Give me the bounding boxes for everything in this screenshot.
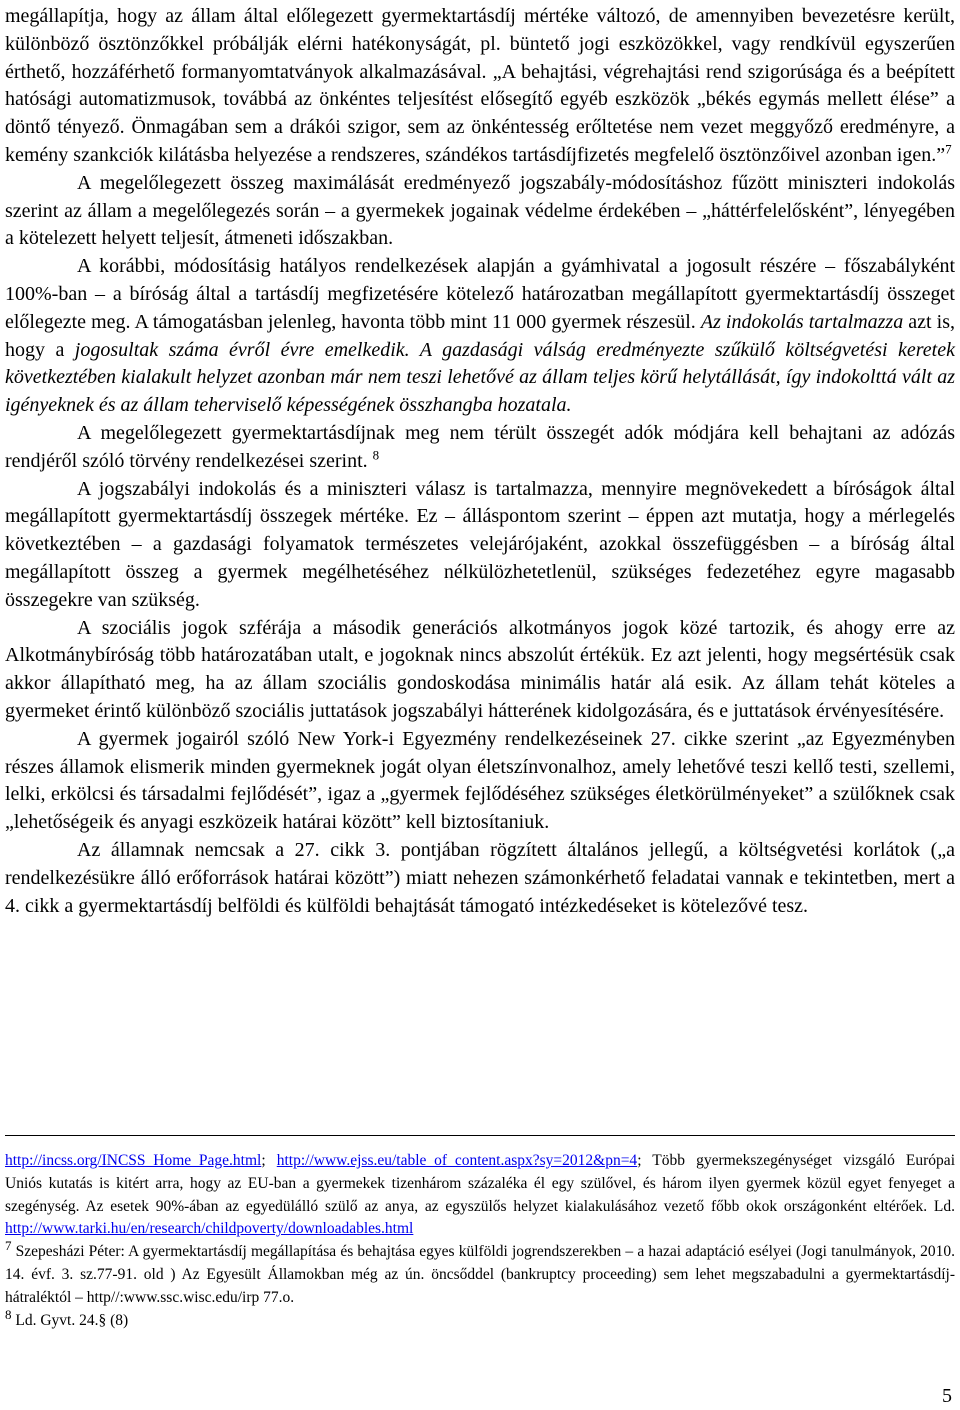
paragraph-3-text: A korábbi, módosításig hatályos rendelkezések alapján a gyámhivatal a jogosult részére – főszabályként 100%-ban – a bíróság által a tartásdíj megfizetésére kötelező határozatban megállapított gyermektartásdíj összeget előlegezte meg. A támogatásban jelenleg, havonta több mint 11 000 gyermek részesül. bbox=[5, 255, 955, 333]
footnote-7-text: Szepesházi Péter: A gyermektartásdíj megállapítása és behajtása egyes külföldi jogrendszerekben – a hazai adaptáció esélyei (Jogi tanulmányok, 2010. 14. évf. 3. sz.77-91. old ) Az Egyesült Államokban még az ún. öncsőddel (bankruptcy proceeding) sem lehet megszabadulni a gyermektartásdíj-hátraléktól – http//:www.ssc.wisc.edu/irp 77.o. bbox=[5, 1243, 955, 1306]
paragraph-1 bbox=[5, 3, 955, 170]
paragraph-5: A jogszabályi indokolás és a miniszteri válasz is tartalmazza, mennyire megnövekedett a bíróságok által megállapított gyermektartásdíj összegek mértéke. Ez – álláspontom szerint – éppen azt mutatja, hogy a mérlegelés következtében – a gazdasági folyamatok természetes velejárójaként, azokkal összefüggésben – a bíróság által megállapított összeg a gyermek megélhetéséhez nélkülözhetetlenül, szükséges fedezetéhez egyre magasabb összegekre van szükség. bbox=[5, 477, 955, 611]
footnote-8-number: 8 bbox=[5, 1306, 12, 1322]
footnote-link-ejss[interactable]: http://www.ejss.eu/table_of_content.aspx?sy=2012&pn=4 bbox=[276, 1152, 638, 1169]
footnote-7 bbox=[5, 1238, 955, 1309]
paragraph-4 bbox=[5, 420, 955, 476]
footnote-8 bbox=[5, 1306, 955, 1333]
footnote-ref-7[interactable]: 7 bbox=[945, 141, 952, 157]
paragraph-2: A megelőlegezett összeg maximálását eredményező jogszabály-módosításhoz fűzött miniszteri indokolás szerint az állam a megelőlegezés során – a gyermekek jogainak védelme érdekében – „háttérfelelősként”, lényegében a kötelezett helyett teljesít, átmeneti időszakban. bbox=[5, 171, 955, 250]
paragraph-3-text-2: azt is, hogy a bbox=[5, 310, 955, 361]
paragraph-8: Az államnak nemcsak a 27. cikk 3. pontjában rögzített általános jellegű, a költségvetési korlátok („a rendelkezésükre álló erőforrások határai között”) miatt nehezen számonkérhető feladatai vannak e tekintetben, mert a 4. cikk a gyermektartásdíj belföldi és külföldi behajtását támogató intézkedéseket is kötelezővé tesz. bbox=[5, 838, 955, 917]
footnote-6-text: ; Több gyermekszegénységet vizsgáló Európai Uniós kutatás is kitért arra, hogy az EU-ban a gyermekek tizenhárom százaléka él egy szülővel, és három ilyen gyermek közül egyet fenyeget a szegénység. Az esetek 90%-ában az egyedülálló szülő az anya, az egyszülős helyzet kialakulásához vezető főbb okok országonként eltérőek. Ld. bbox=[5, 1152, 955, 1215]
paragraph-3-italic-2: jogosultak száma évről évre emelkedik. A gazdasági válság eredményezte szűkülő költségvetési keretek következtében kialakult helyzet azonban már nem teszi lehetővé az állam teljes körű helytállását, így indokolttá vált az igényeknek és az állam teherviselő képességének összhangba hozatala. bbox=[5, 338, 955, 417]
paragraph-6: A szociális jogok szférája a második generációs alkotmányos jogok közé tartozik, és ahogy erre az Alkotmánybíróság több határozatában utalt, e jogoknak nincs abszolút értékük. Ez azt jelenti, hogy megsértésük csak akkor állapítható meg, ha az állam szociális gondoskodása minimális határ alá esik. Az állam tehát köteles a gyermeket érintő különböző szociális juttatások jogszabályi hátterének kidolgozására, és e juttatások érvényesítésére. bbox=[5, 616, 955, 722]
footnotes-section bbox=[5, 1135, 955, 1332]
footnote-link-incss[interactable]: http://incss.org/INCSS_Home_Page.html bbox=[5, 1152, 262, 1169]
footnote-link-tarki[interactable]: http://www.tarki.hu/en/research/childpoverty/downloadables.html bbox=[5, 1220, 414, 1238]
footnote-separator bbox=[5, 1135, 955, 1136]
paragraph-4-text: A megelőlegezett gyermektartásdíjnak meg nem térült összegét adók módjára kell behajtani az adózás rendjéről szóló törvény rendelkezései szerint. bbox=[5, 421, 955, 472]
footnote-separator-text: ; bbox=[261, 1152, 277, 1169]
document-body bbox=[5, 0, 955, 920]
footnote-8-text: Ld. Gyvt. 24.§ (8) bbox=[11, 1311, 129, 1329]
paragraph-7: A gyermek jogairól szóló New York-i Egyezmény rendelkezéseinek 27. cikke szerint „az Egyezményben részes államok elismerik minden gyermeknek jogát olyan életszínvonalhoz, amely lehetővé teszi kellő testi, szellemi, lelki, erkölcsi és társadalmi fejlődését”, igaz a „gyermek fejlődéséhez szükséges életkörülményeket” a szülőknek csak „lehetőségeik és anyagi eszközeik határai között” kell biztosítaniuk. bbox=[5, 727, 955, 834]
footnote-6 bbox=[5, 1150, 955, 1241]
paragraph-3-italic-1: Az indokolás tartalmazza bbox=[700, 310, 904, 333]
footnote-ref-8[interactable]: 8 bbox=[372, 447, 380, 463]
paragraph-3 bbox=[5, 253, 955, 420]
paragraph-1-text: megállapítja, hogy az állam által előlegezett gyermektartásdíj mértéke változó, de amennyiben bevezetésre került, különböző ösztönzőkkel próbálják elérni hatékonyságát, pl. büntető jogi eszközökkel, vagy rendkívül egyszerűen érthető, hozzáférhető formanyomtatványok alkalmazásával. „A behajtási, végrehajtási rend szigorúsága és a beépített hatósági automatizmusok, továbbá az önkéntes teljesítést elősegítő egyéb eszközök „békés egymás mellett élése” a döntő tényező. Önmagában sem a drákói szigor, sem az önkéntesség erőltetése nem vezet meggyőző eredményre, a kemény szankciók kilátásba helyezése a rendszeres, szándékos tartásdíjfizetés megfelelő ösztönzőivel azonban igen.” bbox=[5, 5, 955, 166]
page-number: 5 bbox=[942, 1385, 952, 1407]
footnote-7-number: 7 bbox=[5, 1238, 12, 1254]
